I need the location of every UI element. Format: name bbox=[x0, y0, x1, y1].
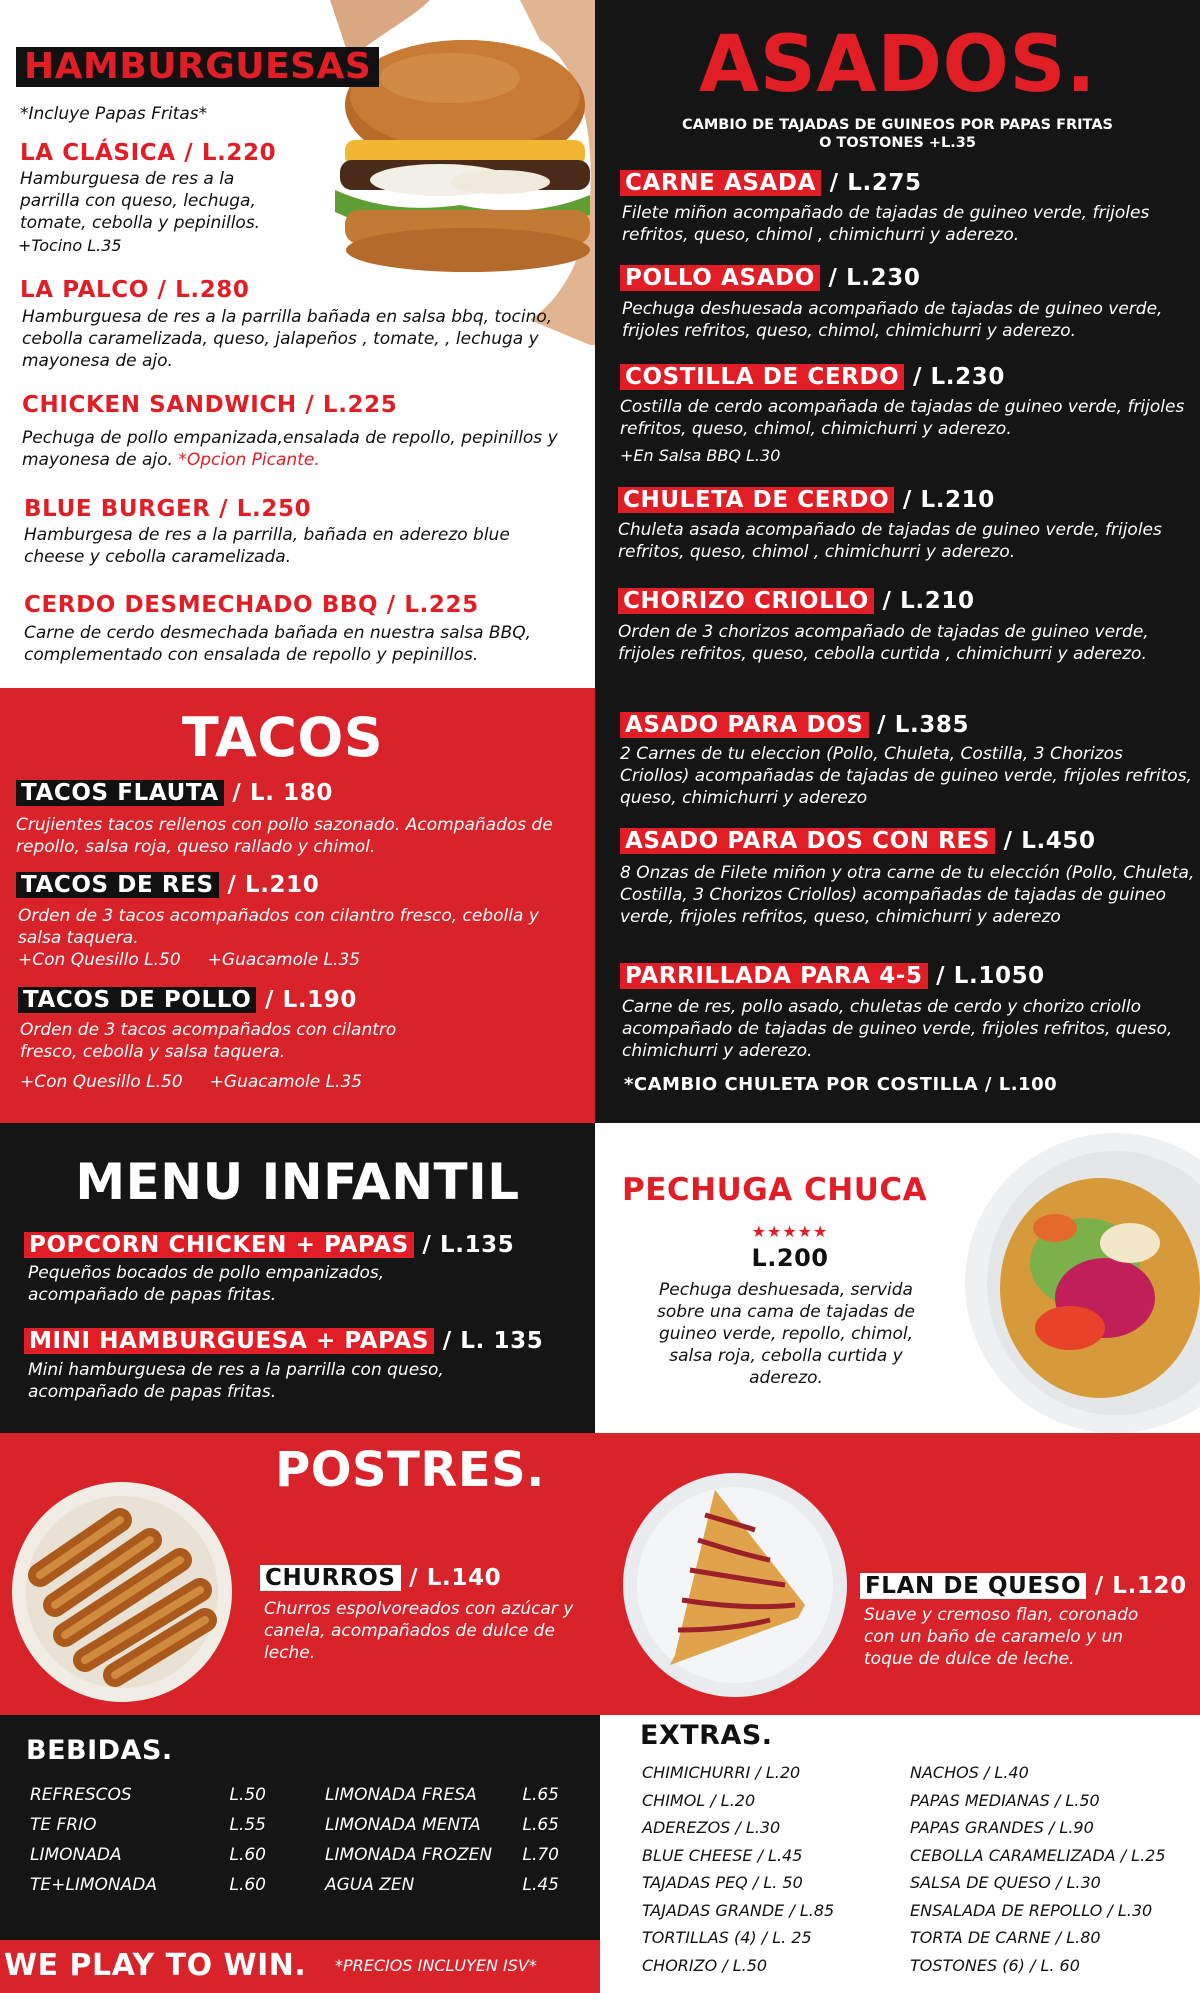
pechuga-desc: Pechuga deshuesada, servida sobre una cama de tajadas de guineo verde, repollo, chimol, salsa roja, cebolla curtida y aderezo. bbox=[656, 1280, 915, 1388]
bebida-row: LIMONADA FRESA L.65 bbox=[325, 1785, 559, 1805]
extra-row: ADEREZOS / L.30 bbox=[642, 1818, 781, 1837]
churros-image bbox=[10, 1480, 235, 1705]
bebida-row: TE FRIO L.55 bbox=[30, 1815, 266, 1835]
asado-item-extra: +En Salsa BBQ L.30 bbox=[620, 446, 781, 465]
infantil-title: MENU INFANTIL bbox=[75, 1153, 520, 1211]
asado-item-desc: 8 Onzas de Filete miñon y otra carne de tu elección (Pollo, Chuleta, Costilla, 3 Chorizos Criollos) acompañadas de tajadas de guineo verde, frijoles refritos, queso, chimichurri y aderezo bbox=[620, 863, 1195, 927]
extra-row: CHORIZO / L.50 bbox=[642, 1955, 768, 1975]
burger-item-title: CHICKEN SANDWICH / L.225 bbox=[22, 392, 398, 418]
extra-row: TORTA DE CARNE / L.80 bbox=[910, 1928, 1101, 1947]
asado-item-desc: Pechuga deshuesada acompañado de tajadas de guineo verde, frijoles refritos, queso, chimol, chimichurri y aderezo. bbox=[622, 299, 1163, 341]
asado-item-title: CHULETA DE CERDO / L.210 bbox=[618, 487, 995, 513]
extra-row: CHIMICHURRI / L.20 bbox=[642, 1763, 801, 1782]
extra-row: BLUE CHEESE / L.45 bbox=[642, 1845, 803, 1865]
burger-item-title: CERDO DESMECHADO BBQ / L.225 bbox=[24, 592, 479, 618]
bebida-row: LIMONADA FROZEN L.70 bbox=[325, 1845, 559, 1865]
asado-item-title: COSTILLA DE CERDO / L.230 bbox=[620, 364, 1005, 390]
asado-item-desc: Chuleta asada acompañado de tajadas de guineo verde, frijoles refritos, queso, chimol , chimichurri y aderezo. bbox=[618, 520, 1162, 562]
taco-item-desc: Orden de 3 tacos acompañados con cilantro fresco, cebolla y salsa taquera. bbox=[20, 1020, 397, 1062]
hamburguesas-title: HAMBURGUESAS bbox=[16, 47, 379, 87]
extra-row: PAPAS MEDIANAS / L.50 bbox=[910, 1790, 1100, 1810]
burger-item-desc: Hamburguesa de res a la parrilla con queso, lechuga, tomate, cebolla y pepinillos. bbox=[20, 169, 261, 233]
taco-item-desc: Crujientes tacos rellenos con pollo sazonado. Acompañados de repollo, salsa roja, queso rallado y chimol. bbox=[16, 815, 553, 857]
taco-item-extra: +Con Quesillo L.50 +Guacamole L.35 bbox=[20, 1072, 363, 1092]
bebida-row: REFRESCOS L.50 bbox=[30, 1785, 266, 1805]
footer-slogan: WE PLAY TO WIN. bbox=[4, 1948, 307, 1983]
pechuga-image bbox=[965, 1123, 1200, 1433]
extra-row: CHIMOL / L.20 bbox=[642, 1790, 756, 1810]
burger-item-title: LA CLÁSICA / L.220 bbox=[20, 140, 277, 166]
extra-row: TORTILLAS (4) / L. 25 bbox=[642, 1928, 812, 1947]
asados-footnote: *CAMBIO CHULETA POR COSTILLA / L.100 bbox=[624, 1074, 1058, 1095]
bebidas-list-right bbox=[325, 1780, 559, 1900]
postre-item-title: FLAN DE QUESO / L.120 bbox=[860, 1573, 1187, 1599]
postre-item-title: CHURROS / L.140 bbox=[260, 1565, 501, 1591]
asado-item-title: POLLO ASADO / L.230 bbox=[620, 265, 921, 291]
asados-subtitle: CAMBIO DE TAJADAS DE GUINEOS POR PAPAS FRITAS O TOSTONES +L.35 bbox=[682, 117, 1113, 151]
bebida-row: AGUA ZEN L.45 bbox=[325, 1875, 559, 1895]
extra-row: TAJADAS PEQ / L. 50 bbox=[642, 1873, 803, 1892]
asado-item-desc: Filete miñon acompañado de tajadas de guineo verde, frijoles refritos, queso, chimol , chimichurri y aderezo. bbox=[622, 203, 1150, 245]
taco-item-title: TACOS FLAUTA / L. 180 bbox=[16, 780, 333, 806]
extra-row: TAJADAS GRANDE / L.85 bbox=[642, 1900, 835, 1920]
postres-title: POSTRES. bbox=[275, 1442, 545, 1498]
pechuga-title: PECHUGA CHUCA bbox=[622, 1172, 928, 1208]
burger-item-desc: Hamburguesa de res a la parrilla bañada en salsa bbq, tocino, cebolla caramelizada, queso, jalapeños , tomate, , lechuga y mayonesa de ajo. bbox=[22, 307, 553, 371]
asado-item-desc: Carne de res, pollo asado, chuletas de cerdo y chorizo criollo acompañado de tajadas de guineo verde, frijoles refritos, queso, chimichurri y aderezo. bbox=[622, 997, 1173, 1061]
bebidas-list-left bbox=[30, 1780, 266, 1900]
footer-note: *PRECIOS INCLUYEN ISV* bbox=[335, 1956, 537, 1975]
asados-title: ASADOS. bbox=[698, 20, 1097, 110]
asado-item-title: PARRILLADA PARA 4-5 / L.1050 bbox=[620, 963, 1045, 989]
asado-item-desc: Costilla de cerdo acompañada de tajadas de guineo verde, frijoles refritos, queso, chimol, chimichurri y aderezo. bbox=[620, 397, 1185, 439]
asado-item-title: ASADO PARA DOS CON RES / L.450 bbox=[620, 828, 1096, 854]
asado-item-title: ASADO PARA DOS / L.385 bbox=[620, 712, 969, 738]
extras-list-left bbox=[642, 1759, 902, 1979]
bebida-row: TE+LIMONADA L.60 bbox=[30, 1875, 266, 1895]
extra-row: TOSTONES (6) / L. 60 bbox=[910, 1955, 1080, 1975]
burger-item-extra: +Tocino L.35 bbox=[18, 236, 122, 255]
bebida-row: LIMONADA L.60 bbox=[30, 1845, 266, 1865]
extra-row: NACHOS / L.40 bbox=[910, 1763, 1029, 1782]
infantil-item-desc: Pequeños bocados de pollo empanizados, acompañado de papas fritas. bbox=[28, 1263, 385, 1305]
extras-title: EXTRAS. bbox=[640, 1720, 773, 1751]
burger-item-desc: Pechuga de pollo empanizada,ensalada de repollo, pepinillos y mayonesa de ajo. *Opcion Picante. bbox=[22, 428, 558, 470]
extra-row: PAPAS GRANDES / L.90 bbox=[910, 1818, 1094, 1837]
bebidas-title: BEBIDAS. bbox=[26, 1735, 173, 1766]
tacos-title: TACOS bbox=[181, 706, 384, 769]
burger-item-title: BLUE BURGER / L.250 bbox=[24, 496, 312, 522]
burger-item-desc: Hamburgesa de res a la parrilla, bañada en aderezo blue cheese y cebolla caramelizada. bbox=[24, 525, 510, 567]
taco-item-title: TACOS DE RES / L.210 bbox=[16, 872, 319, 898]
burger-item-desc: Carne de cerdo desmechada bañada en nuestra salsa BBQ, complementado con ensalada de repollo y pepinillos. bbox=[24, 623, 532, 665]
asado-item-title: CARNE ASADA / L.275 bbox=[620, 170, 922, 196]
infantil-item-desc: Mini hamburguesa de res a la parrilla con queso, acompañado de papas fritas. bbox=[28, 1360, 444, 1402]
infantil-item-title: POPCORN CHICKEN + PAPAS / L.135 bbox=[24, 1232, 514, 1258]
infantil-item-title: MINI HAMBURGUESA + PAPAS / L. 135 bbox=[24, 1328, 543, 1354]
taco-item-extra: +Con Quesillo L.50 +Guacamole L.35 bbox=[18, 950, 361, 970]
hamburguesas-note: *Incluye Papas Fritas* bbox=[20, 104, 208, 124]
extra-row: ENSALADA DE REPOLLO / L.30 bbox=[910, 1900, 1153, 1920]
asado-item-title: CHORIZO CRIOLLO / L.210 bbox=[618, 588, 975, 614]
taco-item-title: TACOS DE POLLO / L.190 bbox=[18, 987, 357, 1013]
flan-image bbox=[620, 1470, 850, 1700]
postre-item-desc: Suave y cremoso flan, coronado con un baño de caramelo y un toque de dulce de leche. bbox=[864, 1605, 1139, 1669]
extra-row: CEBOLLA CARAMELIZADA / L.25 bbox=[910, 1845, 1166, 1865]
bebida-row: LIMONADA MENTA L.65 bbox=[325, 1815, 559, 1835]
postre-item-desc: Churros espolvoreados con azúcar y canela, acompañados de dulce de leche. bbox=[264, 1599, 574, 1663]
asado-item-desc: 2 Carnes de tu eleccion (Pollo, Chuleta, Costilla, 3 Chorizos Criollos) acompañadas de tajadas de guineo verde, frijoles refritos, queso, chimichurri y aderezo bbox=[620, 744, 1192, 808]
extra-row: SALSA DE QUESO / L.30 bbox=[910, 1873, 1101, 1892]
pechuga-price: L.200 bbox=[751, 1244, 829, 1272]
taco-item-desc: Orden de 3 tacos acompañados con cilantro fresco, cebolla y salsa taquera. bbox=[18, 906, 539, 948]
extras-list-right bbox=[910, 1759, 1198, 1979]
burger-item-title: LA PALCO / L.280 bbox=[20, 277, 250, 303]
asado-item-desc: Orden de 3 chorizos acompañado de tajadas de guineo verde, frijoles refritos, queso, cebolla curtida , chimichurri y aderezo. bbox=[618, 622, 1149, 664]
rating-stars-icon: ★★★★★ bbox=[751, 1222, 829, 1241]
